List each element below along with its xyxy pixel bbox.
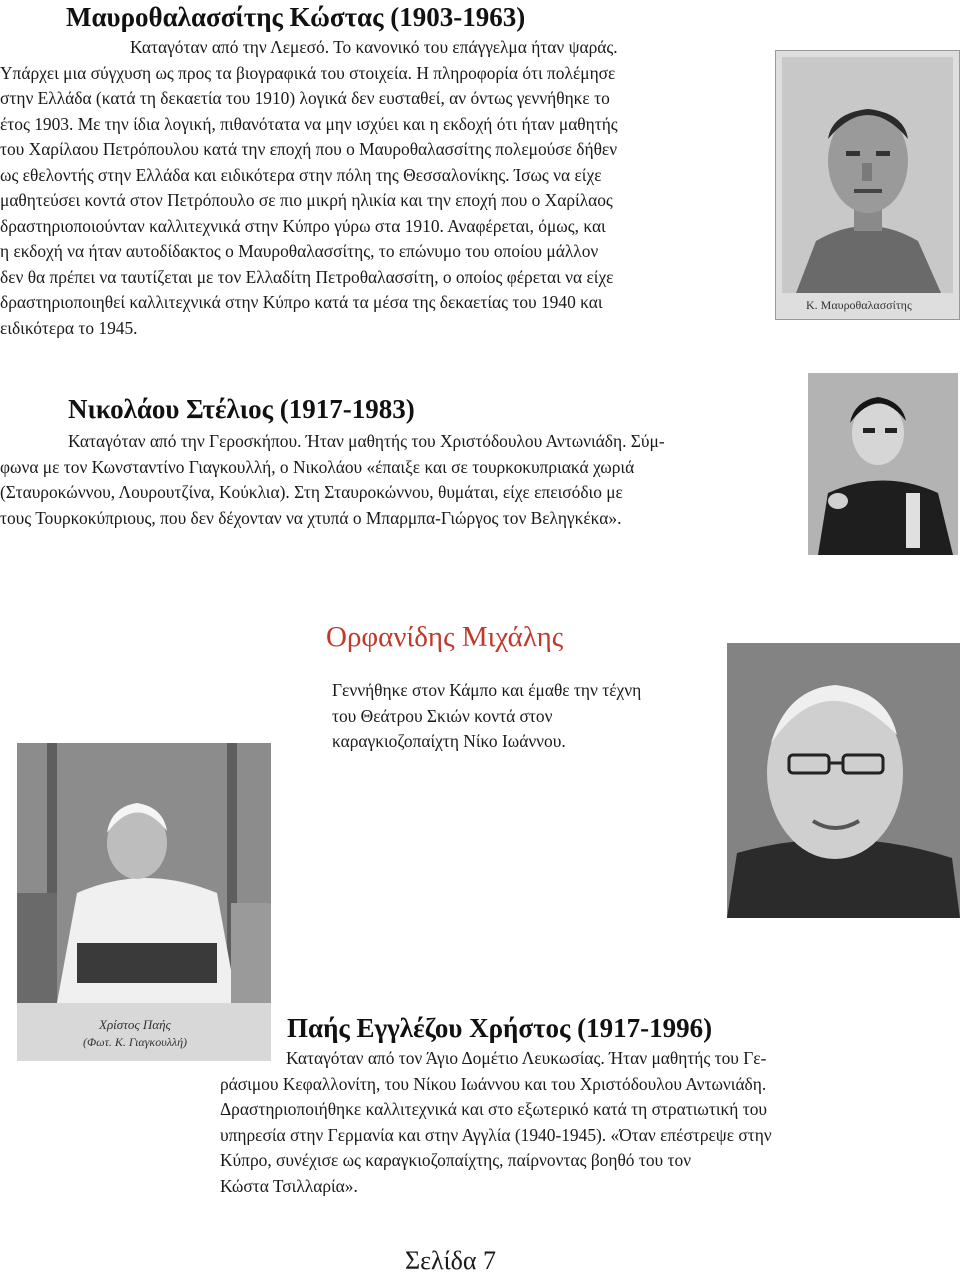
section4-title: Παής Εγγλέζου Χρήστος (1917-1996) [287,1013,713,1043]
text-line: φωνα με τον Κωνσταντίνο Γιαγκουλλή, ο Νικολάου «έπαιξε και σε τουρκοκυπριακά χωριά [0,456,635,477]
portrait-image [808,373,958,555]
portrait-photo-orfanidis [727,643,960,918]
text-line: ειδικότερα το 1945. [0,317,138,338]
text-line: του Θεάτρου Σκιών κοντά στον [332,705,553,726]
text-line: έτος 1903. Με την ίδια λογική, πιθανότατα να μην ισχύει και η εκδοχή ότι ήταν μαθητής [0,113,618,134]
text-line: δραστηριοποιηθεί καλλιτεχνικά στην Κύπρο κατά τα μέσα της δεκαετίας του 1940 και [0,292,603,312]
text-line: δραστηριοποιούνταν καλλιτεχνικά στην Κύπρο γύρω στα 1910. Αναφέρεται, όμως, και [0,215,606,236]
section3-text [332,678,712,755]
text-line: καραγκιοζοπαίχτη Νίκο Ιωάννου. [332,731,566,751]
text-line: δεν θα πρέπει να ταυτίζεται με τον Ελλαδίτη Πετροθαλασσίτη, ο οποίος φέρεται να είχε [0,266,614,287]
text-line: Κύπρο, συνέχισε ως καραγκιοζοπαίχτης, παίρνοντας βοηθό του τον [220,1150,692,1170]
photo-caption-credit: (Φωτ. Κ. Γιαγκουλλή) [83,1035,188,1049]
portrait-photo-nikolaou [808,373,958,555]
portrait-photo-pais [17,743,271,1061]
portrait-image [17,743,271,1061]
photo-caption-name: Χρίστος Παής [99,1017,171,1032]
text-line: του Χαρίλαου Πετρόπουλου κατά την εποχή που ο Μαυροθαλασσίτης πολεμούσε δήθεν [0,139,618,159]
text-line: Καταγόταν από τον Άγιο Δομέτιο Λευκωσίας. Ήταν μαθητής του Γε- [286,1048,767,1068]
text-line: Γεννήθηκε στον Κάμπο και έμαθε την τέχνη [332,680,642,700]
page-number: Σελίδα 7 [405,1246,497,1275]
section2-title: Νικολάου Στέλιος (1917-1983) [68,394,415,424]
portrait-image [776,51,959,319]
portrait-image [727,643,960,918]
text-line: Δραστηριοποιήθηκε καλλιτεχνικά και στο εξωτερικό κατά τη στρατιωτική του [220,1099,768,1119]
section1-title: Μαυροθαλασσίτης Κώστας (1903-1963) [66,2,526,32]
section3-title: Ορφανίδης Μιχάλης [326,621,564,653]
text-line: Καταγόταν από την Λεμεσό. Το κανονικό του επάγγελμα ήταν ψαράς. [130,37,618,57]
text-line: (Σταυροκώννου, Λουρουτζίνα, Κούκλια). Στη Σταυροκώννου, θυμάται, είχε επεισόδιο με [0,482,623,502]
text-line: η εκδοχή να ήταν αυτοδίδακτος ο Μαυροθαλασσίτης, το επώνυμο του οποίου μάλλον [0,241,599,261]
text-line: τους Τουρκοκύπριους, που δεν δέχονταν να χτυπά ο Μπαρμπα-Γιώργος τον Βεληγκέκα». [0,507,622,528]
text-line: ράσιμου Κεφαλλονίτη, του Νίκου Ιωάννου και του Χριστόδουλου Αντωνιάδη. [220,1073,767,1094]
text-line: Κώστα Τσιλλαρία». [220,1175,358,1196]
text-line: υπηρεσία στην Γερμανία και στην Αγγλία (1940-1945). «Όταν επέστρεψε στην [220,1124,772,1145]
portrait-photo-mavrothalassitis [775,50,960,320]
text-line: ως εθελοντής στην Ελλάδα και ειδικότερα στην πόλη της Θεσσαλονίκης. Ίσως να είχε [0,164,602,185]
text-line: Καταγόταν από την Γεροσκήπου. Ήταν μαθητής του Χριστόδουλου Αντωνιάδη. Σύμ- [68,431,665,451]
text-line: μαθητεύσει κοντά στον Πετρόπουλο σε πιο μικρή ηλικία και την εποχή που ο Χαρίλαος [0,190,613,210]
section4-text [220,1046,920,1199]
section1-text [0,35,760,341]
section2-text [0,429,790,531]
photo-caption: Κ. Μαυροθαλασσίτης [806,298,912,312]
text-line: στην Ελλάδα (κατά τη δεκαετία του 1910) λογικά δεν ευσταθεί, αν όντως γεννήθηκε το [0,88,610,108]
text-line: Υπάρχει μια σύγχυση ως προς τα βιογραφικά του στοιχεία. Η πληροφορία ότι πολέμησε [0,62,616,83]
